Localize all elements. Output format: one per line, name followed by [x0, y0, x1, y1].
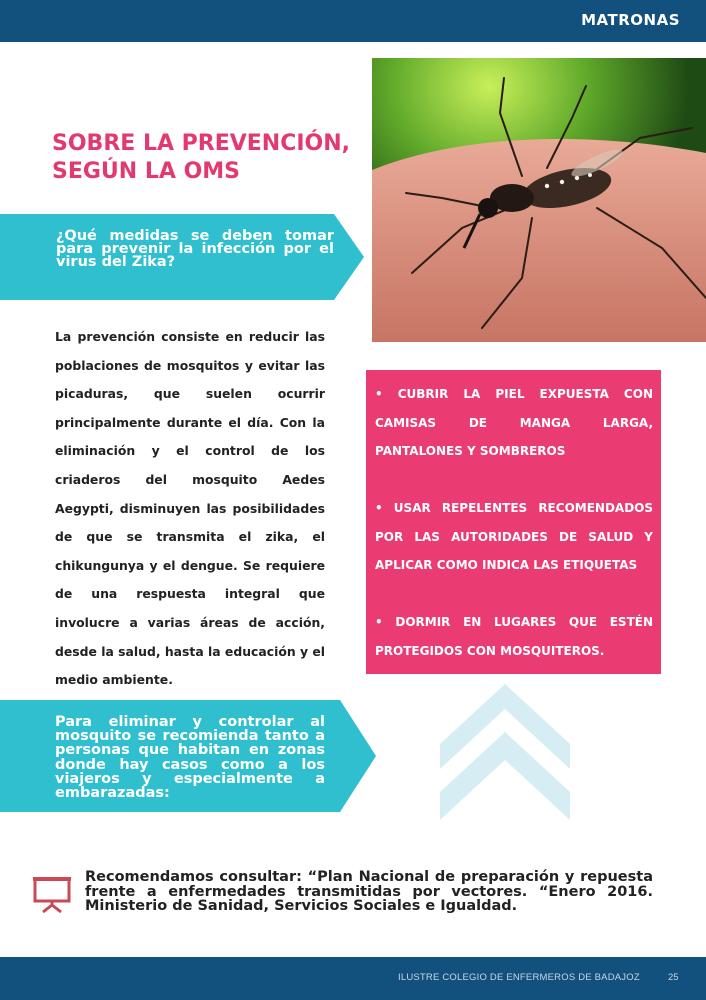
measures-box	[366, 370, 661, 674]
page-title	[52, 130, 372, 186]
question-banner-1	[0, 214, 364, 300]
title-line-2: SEGÚN LA OMS	[52, 159, 241, 184]
footer-bar	[0, 957, 706, 1000]
question-2-text: Para eliminar y controlar al mosquito se recomienda tanto a personas que habitan en zonas donde hay casos como a los viajeros y especialmente a embarazadas:	[55, 714, 325, 802]
page-number: 25	[668, 972, 679, 983]
footer-organization: ILUSTRE COLEGIO DE ENFERMEROS DE BADAJOZ	[398, 972, 640, 983]
top-header-bar	[0, 0, 706, 42]
measure-item: • DORMIR EN LUGARES QUE ESTÉN PROTEGIDOS CON MOSQUITEROS.	[375, 615, 653, 658]
title-line-1: SOBRE LA PREVENCIÓN,	[52, 131, 351, 156]
question-banner-2	[0, 700, 376, 812]
measure-item: • CUBRIR LA PIEL EXPUESTA CON CAMISAS DE MANGA LARGA, PANTALONES Y SOMBREROS	[375, 387, 653, 458]
double-chevron-up-icon	[440, 684, 570, 828]
reference-note: Recomendamos consultar: “Plan Nacional de preparación y repuesta frente a enfermedades transmitidas por vectores. “Enero 2016. Ministerio de Sanidad, Servicios Sociales e Igualdad.	[85, 869, 653, 915]
section-name: MATRONAS	[581, 11, 680, 29]
mosquito-photo	[372, 58, 706, 342]
presentation-board-icon	[33, 875, 71, 917]
prevention-paragraph: La prevención consiste en reducir las poblaciones de mosquitos y evitar las picaduras, que suelen ocurrir principalmente durante el día. Con la eliminación y el control de los criaderos del mosquito Aedes Aegypti, disminuyen las posibilidades de que se transmita el zika, el chikungunya y el dengue. Se requiere de una respuesta integral que involucre a varias áreas de acción, desde la salud, hasta la educación y el medio ambiente.	[55, 329, 326, 688]
measure-item: • USAR REPELENTES RECOMENDADOS POR LAS AUTORIDADES DE SALUD Y APLICAR COMO INDICA LAS ETIQUETAS	[375, 501, 653, 572]
question-1-text: ¿Qué medidas se deben tomar para prevenir la infección por el virus del Zika?	[56, 228, 334, 270]
